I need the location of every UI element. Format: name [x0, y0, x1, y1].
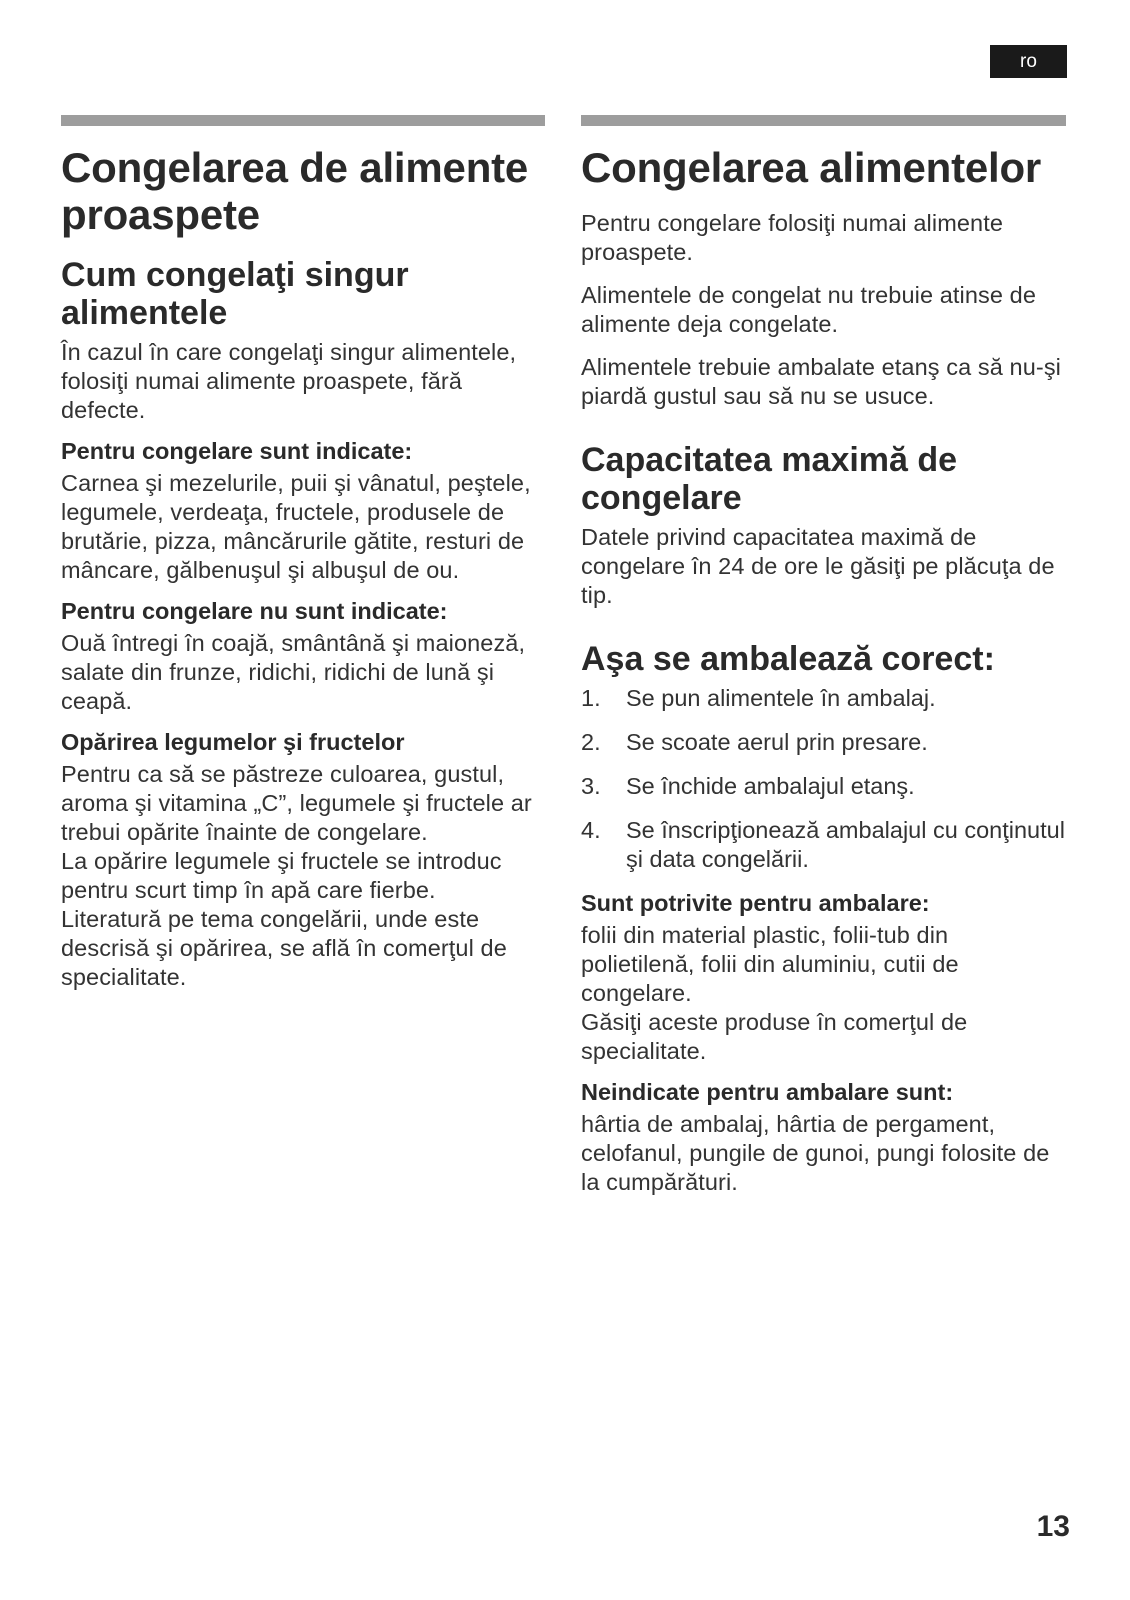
unsuitable-heading: Pentru congelare nu sunt indicate:	[61, 598, 448, 624]
list-item	[581, 728, 1066, 757]
section-divider	[61, 115, 545, 126]
step-text: Se pun alimentele în ambalaj.	[626, 685, 936, 711]
language-tag: ro	[990, 45, 1067, 78]
packing-suitable-heading: Sunt potrivite pentru ambalare:	[581, 890, 930, 916]
list-item	[581, 684, 1066, 713]
packing-suitable-text-2: Găsiţi aceste produse în comerţul de specialitate.	[581, 1009, 968, 1064]
blanching-heading: Opărirea legumelor şi fructelor	[61, 729, 405, 755]
page-number: 13	[1036, 1510, 1070, 1543]
step-number: 1.	[581, 685, 601, 711]
step-text: Se scoate aerul prin presare.	[626, 729, 928, 755]
packing-title: Aşa se ambalează corect:	[581, 640, 995, 678]
right-column	[581, 115, 1066, 1211]
capacity-title: Capacitatea maximă de congelare	[581, 441, 958, 517]
blanching-paragraph-1: Pentru ca să se păstreze culoarea, gustul, aroma şi vitamina „C”, legumele şi fructele ar trebui opărite înainte de congelare.	[61, 761, 532, 845]
intro-paragraph: În cazul în care congelaţi singur alimentele, folosiţi numai alimente proaspete, fără defecte.	[61, 339, 517, 423]
blanching-paragraph-2: La opărire legumele şi fructele se introduc pentru scurt timp în apă care fierbe.	[61, 848, 502, 903]
step-text: Se închide ambalajul etanş.	[626, 773, 915, 799]
suitable-heading: Pentru congelare sunt indicate:	[61, 438, 413, 464]
list-item	[581, 772, 1066, 801]
packing-unsuitable-heading: Neindicate pentru ambalare sunt:	[581, 1079, 954, 1105]
section-divider	[581, 115, 1066, 126]
step-number: 4.	[581, 817, 601, 843]
freezing-paragraph-1: Pentru congelare folosiţi numai alimente proaspete.	[581, 210, 1004, 265]
packing-steps	[581, 684, 1066, 874]
step-number: 3.	[581, 773, 601, 799]
list-item	[581, 816, 1066, 874]
freezing-paragraph-3: Alimentele trebuie ambalate etanş ca să nu-şi piardă gustul sau să nu se usuce.	[581, 354, 1061, 409]
page-title-right: Congelarea alimentelor	[581, 144, 1042, 191]
freezing-paragraph-2: Alimentele de congelat nu trebuie atinse de alimente deja congelate.	[581, 282, 1037, 337]
page-title-left: Congelarea de alimente proaspete	[61, 144, 529, 238]
step-number: 2.	[581, 729, 601, 755]
unsuitable-text: Ouă întregi în coajă, smântână şi maioneză, salate din frunze, ridichi, ridichi de lună şi ceapă.	[61, 630, 526, 714]
packing-suitable-text: folii din material plastic, folii-tub din polietilenă, folii din aluminiu, cutii de congelare.	[581, 922, 959, 1006]
capacity-text: Datele privind capacitatea maximă de congelare în 24 de ore le găsiţi pe plăcuţa de tip.	[581, 524, 1055, 608]
step-text: Se înscripţionează ambalajul cu conţinutul şi data congelării.	[626, 817, 1065, 872]
section-title-self-freezing: Cum congelaţi singur alimentele	[61, 256, 409, 332]
packing-unsuitable-text: hârtia de ambalaj, hârtia de pergament, celofanul, pungile de gunoi, pungi folosite de la cumpărături.	[581, 1111, 1050, 1195]
left-column	[61, 115, 545, 1006]
suitable-text: Carnea şi mezelurile, puii şi vânatul, peştele, legumele, verdeaţa, fructele, produsele de brutărie, pizza, mâncărurile gătite, resturi de mâncare, gălbenuşul şi albuşul de ou.	[61, 470, 531, 583]
blanching-paragraph-3: Literatură pe tema congelării, unde este descrisă şi opărirea, se află în comerţul de specialitate.	[61, 906, 507, 990]
